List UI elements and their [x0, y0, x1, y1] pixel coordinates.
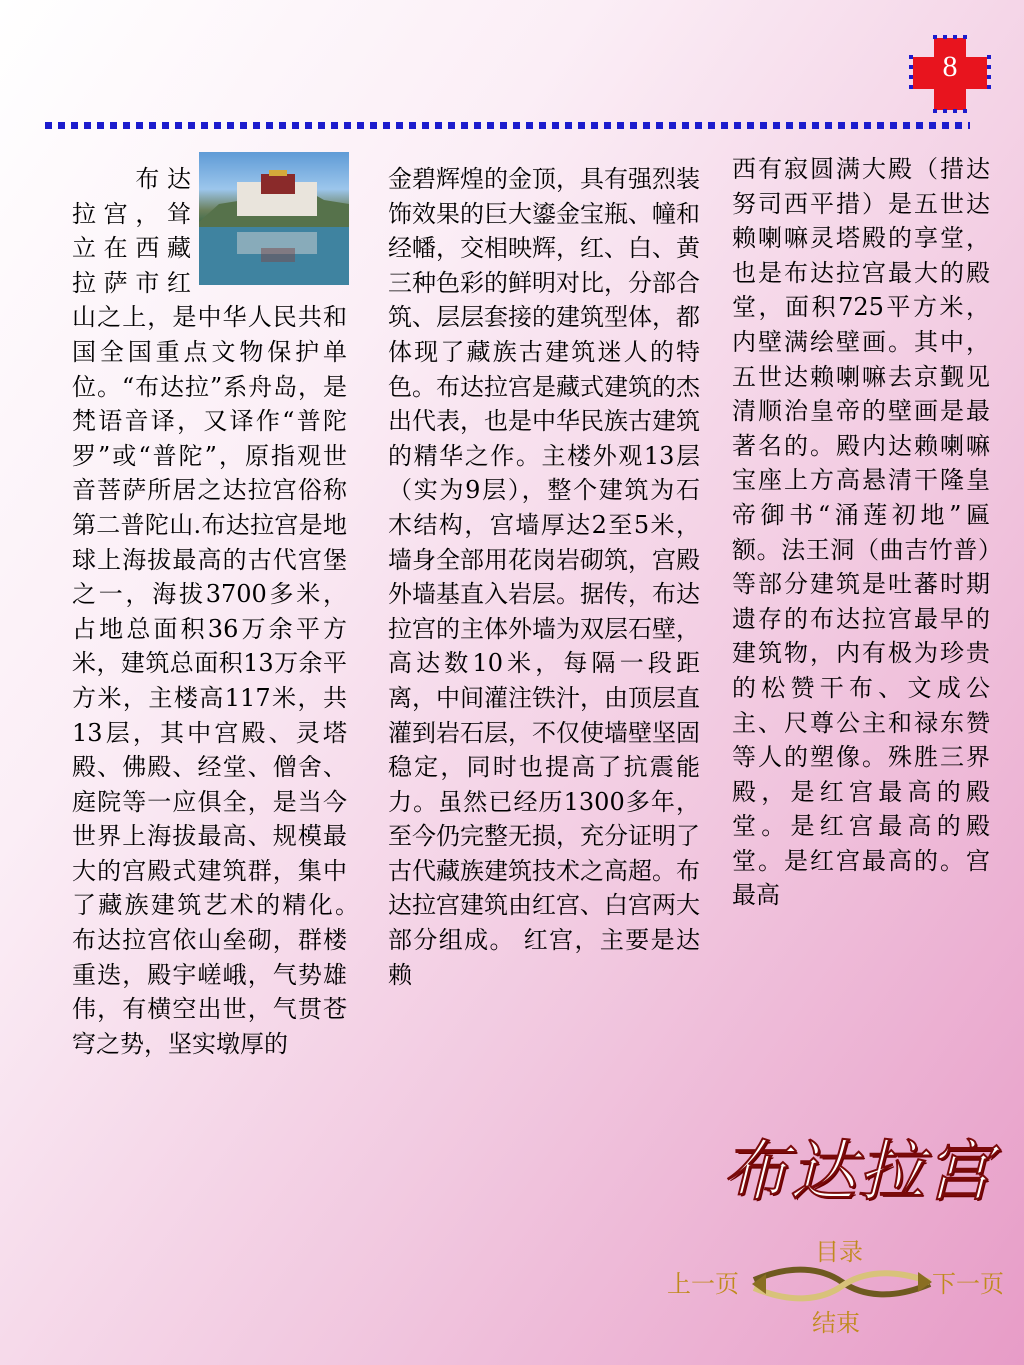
toc-link[interactable]: 目录 [815, 1238, 863, 1266]
next-page-link[interactable]: 下一页 [932, 1270, 1004, 1298]
end-link[interactable]: 结束 [812, 1309, 860, 1337]
article-text-col2: 金碧辉煌的金顶，具有强烈装饰效果的巨大鎏金宝瓶、幢和经幡，交相映辉，红、白、黄三种色彩的鲜明对比，分部合筑、层层套接的建筑型体，都体现了藏族古建筑迷人的特色。布达拉宫是藏式建筑的杰出代表，也是中华民族古建筑的精华之作。主楼外观13层（实为9层），整个建筑为石木结构，宫墙厚达2至5米，墙身全部用花岗岩砌筑，宫殿外墙基直入岩层。据传，布达拉宫的主体外墙为双层石壁，高达数10米，每隔一段距离，中间灌注铁汁，由顶层直灌到岩石层，不仅使墙壁坚固稳定，同时也提高了抗震能力。虽然已经历1300多年，至今仍完整无损，充分证明了古代藏族建筑技术之高超。布达拉宫建筑由红宫、白宫两大部分组成。 红宫，主要是达赖 [388, 165, 700, 989]
article-text-col1: 布达拉宫，耸立在西藏拉萨市红山之上，是中华人民共和国全国重点文物保护单位。“布达拉”系舟岛，是梵语音译，又译作“普陀罗”或“普陀”，原指观世音菩萨所居之达拉宫俗称第二普陀山.布达拉宫是地球上海拔最高的古代宫堡之一，海拔3700多米，占地总面积36万余平方米，建筑总面积13万余平方米，主楼高117米，共13层，其中宫殿、灵塔殿、佛殿、经堂、僧舍、庭院等一应俱全，是当今世界上海拔最高、规模最大的宫殿式建筑群，集中了藏族建筑艺术的精化。 布达拉宫依山垒砌，群楼重迭，殿宇嵯峨，气势雄伟，有横空出世，气贯苍穹之势，坚实墩厚的 [72, 165, 371, 1058]
prev-page-link[interactable]: 上一页 [667, 1270, 739, 1298]
article-text-col3: 西有寂圆满大殿（措达努司西平措）是五世达赖喇嘛灵塔殿的享堂，也是布达拉宫最大的殿堂，面积725平方米，内壁满绘壁画。其中，五世达赖喇嘛去京觐见清顺治皇帝的壁画是最著名的。殿内达赖喇嘛宝座上方高悬清干隆皇帝御书“涌莲初地”匾额。法王洞（曲吉竹普）等部分建筑是吐蕃时期遗存的布达拉宫最早的建筑物，内有极为珍贵的松赞干布、文成公主、尺尊公主和禄东赞等人的塑像。殊胜三界殿，是红宫最高的殿堂。是红宫最高的殿堂。是红宫最高的。宫最高 [732, 155, 990, 910]
text-column-1 [72, 162, 371, 1061]
potala-palace-photo [199, 152, 349, 285]
dotted-divider [45, 122, 970, 129]
text-column-2 [388, 162, 700, 992]
page-number: 8 [942, 50, 958, 83]
title-art: 布达拉宫 [722, 1133, 994, 1210]
text-column-3 [732, 152, 990, 913]
nav-arrows-icon [752, 1258, 932, 1308]
